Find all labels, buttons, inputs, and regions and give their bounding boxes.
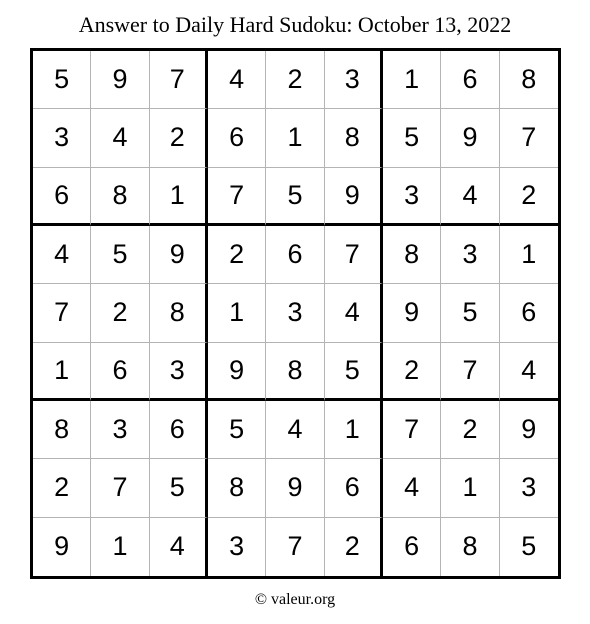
sudoku-cell: 5	[441, 284, 499, 342]
sudoku-board	[30, 48, 561, 579]
copyright-footer: © valeur.org	[254, 591, 336, 608]
sudoku-cell: 2	[266, 51, 324, 109]
sudoku-cell: 5	[521, 531, 537, 562]
sudoku-cell: 1	[150, 168, 208, 226]
sudoku-cell: 3	[383, 168, 441, 226]
sudoku-cell: 7	[266, 518, 324, 576]
sudoku-cell: 2	[91, 284, 149, 342]
sudoku-cell: 1	[91, 518, 149, 576]
sudoku-cell: 1	[325, 401, 383, 459]
sudoku-cell: 5	[325, 343, 383, 401]
sudoku-cell: 7	[150, 51, 208, 109]
sudoku-cell: 4	[33, 226, 91, 284]
sudoku-cell: 8	[150, 284, 208, 342]
sudoku-cell: 7	[383, 401, 441, 459]
sudoku-cell: 9	[208, 343, 266, 401]
sudoku-cell: 6	[441, 51, 499, 109]
sudoku-cell: 7	[91, 459, 149, 517]
sudoku-cell: 5	[383, 109, 441, 167]
sudoku-cell: 8	[266, 343, 324, 401]
sudoku-cell: 3	[266, 284, 324, 342]
sudoku-cell: 6	[500, 284, 558, 342]
sudoku-cell: 4	[325, 284, 383, 342]
sudoku-cell: 9	[33, 518, 91, 576]
sudoku-cell: 2	[325, 518, 383, 576]
sudoku-cell: 6	[266, 226, 324, 284]
sudoku-cell: 4	[150, 518, 208, 576]
sudoku-cell: 2	[383, 343, 441, 401]
sudoku-cell: 9	[91, 51, 149, 109]
sudoku-cell: 6	[91, 343, 149, 401]
sudoku-cell: 7	[208, 168, 266, 226]
sudoku-cell: 3	[325, 51, 383, 109]
sudoku-cell: 2	[441, 401, 499, 459]
sudoku-cell: 9	[383, 284, 441, 342]
sudoku-cell: 2	[500, 168, 558, 226]
puzzle-title: Answer to Daily Hard Sudoku: October 13, 2022	[78, 12, 512, 37]
sudoku-cell: 3	[33, 109, 91, 167]
sudoku-cell: 8	[325, 109, 383, 167]
sudoku-cell: 8	[91, 168, 149, 226]
sudoku-cell: 8	[500, 51, 558, 109]
sudoku-cell: 7	[33, 284, 91, 342]
sudoku-cell: 9	[500, 401, 558, 459]
sudoku-cell: 6	[150, 401, 208, 459]
sudoku-cell: 3	[500, 459, 558, 517]
sudoku-cell: 8	[441, 518, 499, 576]
sudoku-cell: 4	[383, 459, 441, 517]
sudoku-cell: 6	[325, 459, 383, 517]
sudoku-cell: 2	[208, 226, 266, 284]
sudoku-cell: 9	[266, 459, 324, 517]
sudoku-cell: 9	[150, 226, 208, 284]
sudoku-cell: 6	[383, 518, 441, 576]
sudoku-cell: 5	[33, 51, 91, 109]
sudoku-cell: 1	[441, 459, 499, 517]
sudoku-cell: 1	[208, 284, 266, 342]
sudoku-cell: 7	[441, 343, 499, 401]
sudoku-cell: 9	[441, 109, 499, 167]
sudoku-cell: 8	[383, 226, 441, 284]
sudoku-cell: 5	[91, 226, 149, 284]
sudoku-cell: 1	[33, 343, 91, 401]
sudoku-cell: 9	[325, 168, 383, 226]
sudoku-cell: 5	[150, 459, 208, 517]
sudoku-cell: 2	[33, 459, 91, 517]
sudoku-cell: 6	[33, 168, 91, 226]
sudoku-cell: 4	[441, 168, 499, 226]
sudoku-cell: 1	[500, 226, 558, 284]
sudoku-cell: 8	[33, 401, 91, 459]
sudoku-cell: 4	[266, 401, 324, 459]
sudoku-cell: 4	[208, 51, 266, 109]
sudoku-cell: 7	[325, 226, 383, 284]
sudoku-cell: 3	[91, 401, 149, 459]
sudoku-cell: 7	[500, 109, 558, 167]
sudoku-cell: 6	[208, 109, 266, 167]
sudoku-cell: 5	[266, 168, 324, 226]
sudoku-cell: 3	[150, 343, 208, 401]
sudoku-cell: 4	[500, 343, 558, 401]
sudoku-cell: 3	[208, 518, 266, 576]
sudoku-cell: 4	[91, 109, 149, 167]
sudoku-cell: 8	[208, 459, 266, 517]
sudoku-cell: 1	[266, 109, 324, 167]
sudoku-cell: 1	[383, 51, 441, 109]
sudoku-cell: 2	[150, 109, 208, 167]
sudoku-cell: 3	[441, 226, 499, 284]
sudoku-cell: 5	[208, 401, 266, 459]
